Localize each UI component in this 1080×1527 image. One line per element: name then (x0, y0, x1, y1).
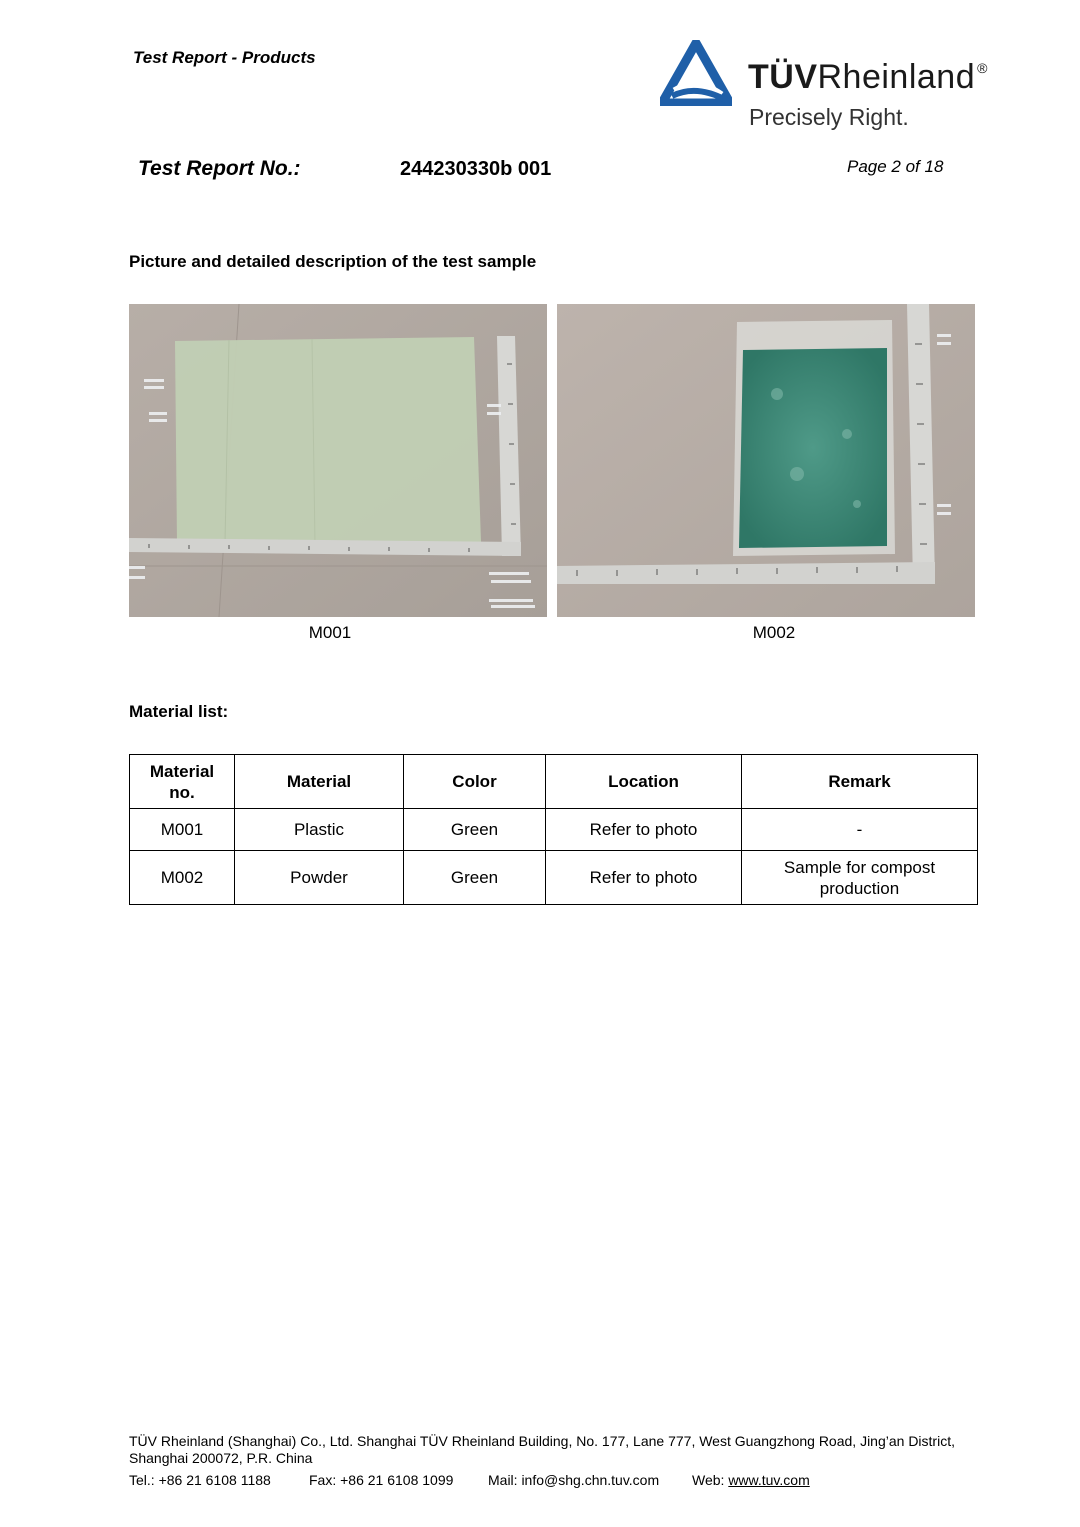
page-number: Page 2 of 18 (847, 157, 944, 176)
logo-brand-bold: TÜV (748, 58, 818, 96)
registered-mark: ® (977, 60, 988, 76)
sample-photo-m001 (129, 304, 547, 617)
footer-fax: Fax: +86 21 6108 1099 (309, 1472, 454, 1488)
column-header: Location (546, 755, 742, 809)
footer-web-link[interactable]: www.tuv.com (728, 1472, 810, 1488)
photo-caption-m002: M002 (752, 623, 796, 642)
table-header-row (130, 755, 978, 809)
sample-photo-m002 (557, 304, 975, 617)
document-type: Test Report - Products (133, 48, 316, 67)
table-row (130, 851, 978, 905)
photo-caption-m001: M001 (308, 623, 352, 642)
material-table (129, 754, 978, 905)
table-cell: M001 (130, 809, 235, 851)
table-cell: Green (404, 809, 546, 851)
column-header: Material no. (130, 755, 235, 809)
table-row (130, 809, 978, 851)
tuv-triangle-icon (660, 40, 732, 106)
table-cell: Refer to photo (546, 809, 742, 851)
table-cell: M002 (130, 851, 235, 905)
sample-section-heading: Picture and detailed description of the test sample (129, 252, 537, 271)
table-cell: Plastic (235, 809, 404, 851)
table-cell: Green (404, 851, 546, 905)
tuv-logo (660, 40, 1020, 140)
footer-mail: Mail: info@shg.chn.tuv.com (488, 1472, 660, 1488)
table-cell: Sample for compost production (742, 851, 978, 905)
logo-brand-rest: Rheinland (817, 58, 976, 96)
footer-web-label: Web: (692, 1472, 729, 1488)
report-number-label: Test Report No.: (138, 157, 301, 180)
table-cell: - (742, 809, 978, 851)
logo-slogan: Precisely Right. (749, 104, 909, 130)
table-cell: Powder (235, 851, 404, 905)
footer-web (692, 1472, 810, 1488)
report-number: 244230330b 001 (400, 158, 552, 180)
logo-wordmark (748, 58, 988, 97)
column-header: Color (404, 755, 546, 809)
column-header: Material (235, 755, 404, 809)
footer-tel: Tel.: +86 21 6108 1188 (129, 1472, 271, 1488)
material-list-heading: Material list: (129, 702, 229, 721)
column-header: Remark (742, 755, 978, 809)
table-cell: Refer to photo (546, 851, 742, 905)
footer-address: TÜV Rheinland (Shanghai) Co., Ltd. Shanghai TÜV Rheinland Building, No. 177, Lane 777, West Guangzhong Road, Jing’an District, Shanghai 200072, P.R. China (129, 1433, 955, 1466)
